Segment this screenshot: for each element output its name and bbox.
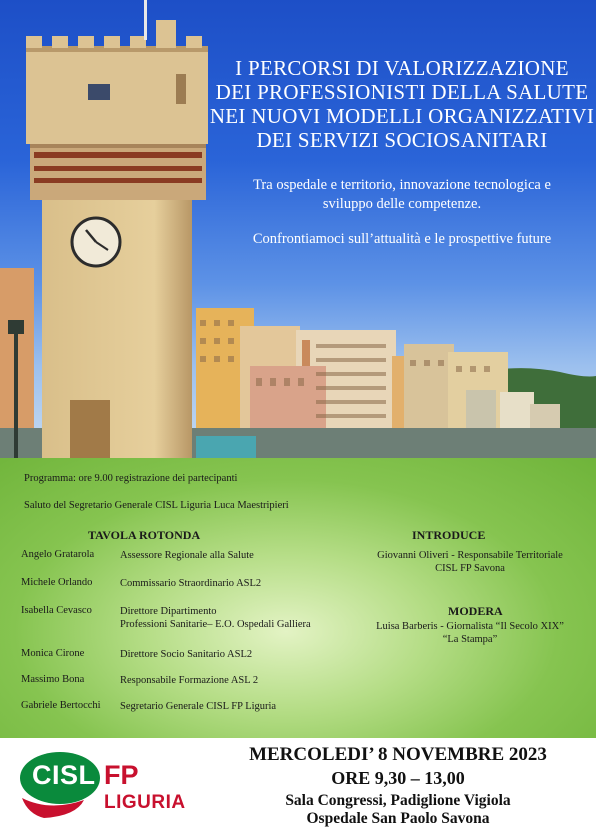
panelist-name: Gabriele Bertocchi [21, 700, 101, 711]
event-time: ORE 9,30 – 13,00 [331, 768, 465, 788]
panelist-role: Commissario Straordinario ASL2 [120, 578, 262, 589]
logo-region-text: LIGURIA [104, 792, 186, 813]
introduce-line-2: CISL FP Savona [435, 563, 505, 574]
event-place: Sala Congressi, Padiglione Vigiola [285, 792, 511, 809]
event-date: MERCOLEDI’ 8 NOVEMBRE 2023 [249, 744, 547, 765]
program-section [0, 458, 596, 738]
event-tagline: Confrontiamoci sull’attualità e le prospettive future [252, 231, 552, 247]
logo-fp-text: FP [104, 760, 139, 790]
introduce-line-1: Giovanni Oliveri - Responsabile Territoriale [377, 550, 563, 561]
event-subtitle [206, 176, 596, 214]
introduce-speaker [352, 549, 588, 575]
panelist-role: Responsabile Formazione ASL 2 [120, 675, 259, 686]
event-title-line-4: DEI SERVIZI SOCIOSANITARI [256, 128, 548, 152]
program-greeting: Saluto del Segretario Generale CISL Liguria Luca Maestripieri [24, 500, 289, 511]
modera-line-2: “La Stampa” [442, 634, 498, 645]
footer [0, 738, 596, 831]
panelist-name: Massimo Bona [21, 674, 85, 685]
panelist-name: Michele Orlando [21, 577, 93, 588]
event-title-line-2: DEI PROFESSIONISTI DELLA SALUTE [215, 80, 589, 104]
panelist-role: Segretario Generale CISL FP Liguria [120, 701, 277, 712]
modera-heading: MODERA [448, 604, 503, 618]
modera-line-1: Luisa Barberis - Giornalista “Il Secolo XIX” [376, 621, 564, 632]
panelist-role-line-2: Professioni Sanitarie– E.O. Ospedali Galliera [120, 619, 311, 630]
event-title [206, 56, 596, 152]
roundtable-heading: TAVOLA ROTONDA [88, 528, 201, 542]
panelist-role: Direttore Socio Sanitario ASL2 [120, 649, 253, 660]
event-subtitle-line-2: sviluppo delle competenze. [322, 196, 482, 212]
panelist-role [120, 605, 311, 631]
event-title-line-3: NEI NUOVI MODELLI ORGANIZZATIVI [209, 104, 595, 128]
event-venue: Ospedale San Paolo Savona [306, 810, 490, 827]
panelist-name: Angelo Gratarola [21, 549, 95, 560]
panelist-role-line-1: Direttore Dipartimento [120, 606, 217, 617]
panelist-role: Assessore Regionale alla Salute [120, 550, 254, 561]
cisl-fp-liguria-logo [16, 746, 206, 824]
event-subtitle-line-1: Tra ospedale e territorio, innovazione tecnologica e [253, 177, 551, 193]
program-opening: Programma: ore 9.00 registrazione dei partecipanti [24, 473, 238, 484]
modera-speaker [352, 620, 588, 646]
panelist-name: Isabella Cevasco [21, 605, 92, 616]
tower [26, 0, 208, 458]
logo-cisl-text: CISL [32, 760, 96, 790]
event-title-line-1: I PERCORSI DI VALORIZZAZIONE [235, 56, 569, 80]
panelist-name: Monica Cirone [21, 648, 85, 659]
introduce-heading: INTRODUCE [412, 528, 486, 542]
